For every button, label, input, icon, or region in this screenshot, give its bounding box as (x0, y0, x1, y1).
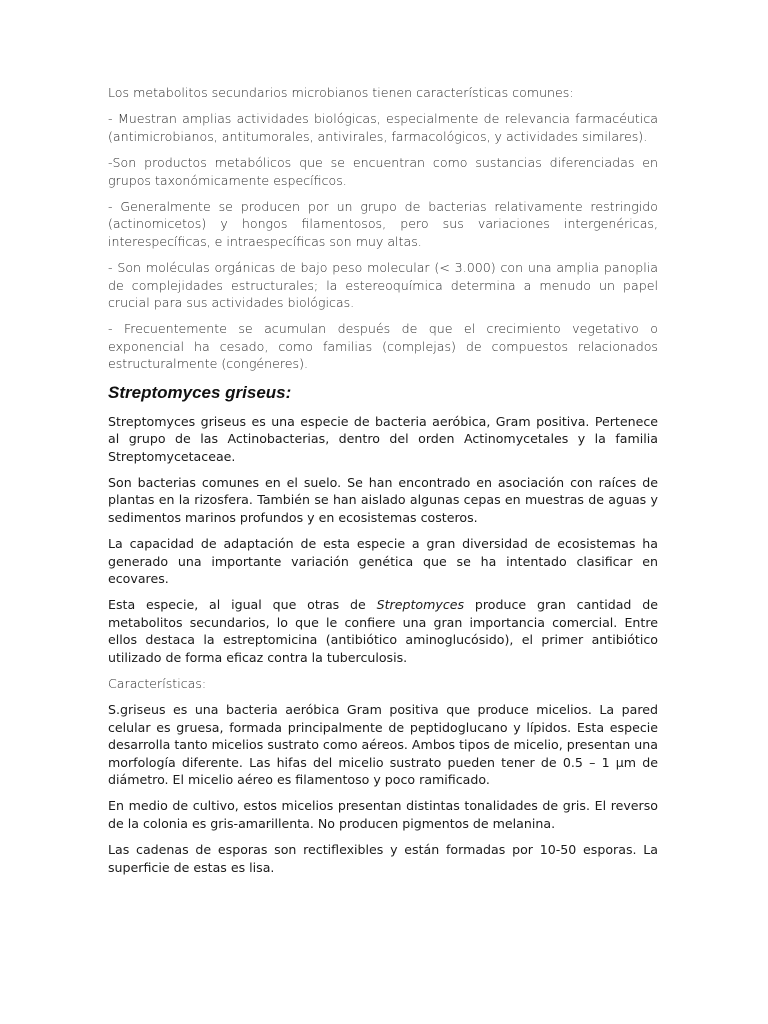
body-paragraph-1: Streptomyces griseus es una especie de bacteria aeróbica, Gram positiva. Pertenece al grupo de las Actinobacterias, dentro del orden Actinomycetales y la familia Streptomycetaceae. (108, 413, 658, 464)
body-paragraph-5: S.griseus es una bacteria aeróbica Gram positiva que produce micelios. La pared celular es gruesa, formada principalmente de peptidoglucano y lípidos. Esta especie desarrolla tanto micelios sustrato como aéreos. Ambos tipos de micelio, presentan una morfología diferente. Las hifas del micelio sustrato pueden tener de 0.5 – 1 µm de diámetro. El micelio aéreo es filamentoso y poco ramificado. (108, 702, 658, 787)
p4-text-before: Esta especie, al igual que otras de (108, 597, 377, 613)
body-paragraph-4 (108, 596, 658, 666)
p4-italic-genus: Streptomyces (376, 597, 465, 613)
body-paragraph-7: Las cadenas de esporas son rectiflexibles y están formadas por 10-50 esporas. La superficie de estas es lisa. (108, 842, 658, 875)
bullet-item-5: - Frecuentemente se acumulan después de que el crecimiento vegetativo o exponencial ha cesado, como familias (complejas) de compuestos relacionados estructuralmente (congéneres). (108, 321, 658, 372)
bullet-item-1: - Muestran amplias actividades biológicas, especialmente de relevancia farmacéutica (antimicrobianos, antitumorales, antivirales, farmacológicos, y actividades similares). (108, 111, 658, 144)
intro-paragraph: Los metabolitos secundarios microbianos tienen características comunes: (108, 85, 574, 100)
body-paragraph-3: La capacidad de adaptación de esta especie a gran diversidad de ecosistemas ha generado una importante variación genética que se ha intentado clasificar en ecovares. (108, 536, 658, 586)
caracteristicas-label: Características: (108, 675, 207, 691)
bullet-item-4: - Son moléculas orgánicas de bajo peso molecular (< 3.000) con una amplia panoplia de complejidades estructurales; la estereoquímica determina a menudo un papel crucial para sus actividades biológicas. (108, 260, 658, 311)
body-paragraph-6: En medio de cultivo, estos micelios presentan distintas tonalidades de gris. El reverso de la colonia es gris-amarillenta. No producen pigmentos de melanina. (108, 798, 658, 831)
bullet-item-2: -Son productos metabólicos que se encuentran como sustancias diferenciadas en grupos taxonómicamente específicos. (108, 155, 658, 188)
document-page (108, 84, 658, 885)
p4-text-after: produce gran cantidad de metabolitos secundarios, lo que le confiere una gran importancia comercial. Entre ellos destaca la estreptomicina (antibiótico aminoglucósido), el primer antibiótico utilizado de forma eficaz contra la tuberculosis. (108, 597, 658, 665)
body-paragraph-2: Son bacterias comunes en el suelo. Se han encontrado en asociación con raíces de plantas en la rizosfera. También se han aislado algunas cepas en muestras de aguas y sedimentos marinos profundos y en ecosistemas costeros. (108, 474, 658, 525)
section-heading: Streptomyces griseus: (108, 382, 292, 402)
bullet-item-3: - Generalmente se producen por un grupo de bacterias relativamente restringido (actinomicetos) y hongos filamentosos, pero sus variaciones intergenéricas, interespecíficas, e intraespecíficas son muy altas. (108, 199, 658, 249)
